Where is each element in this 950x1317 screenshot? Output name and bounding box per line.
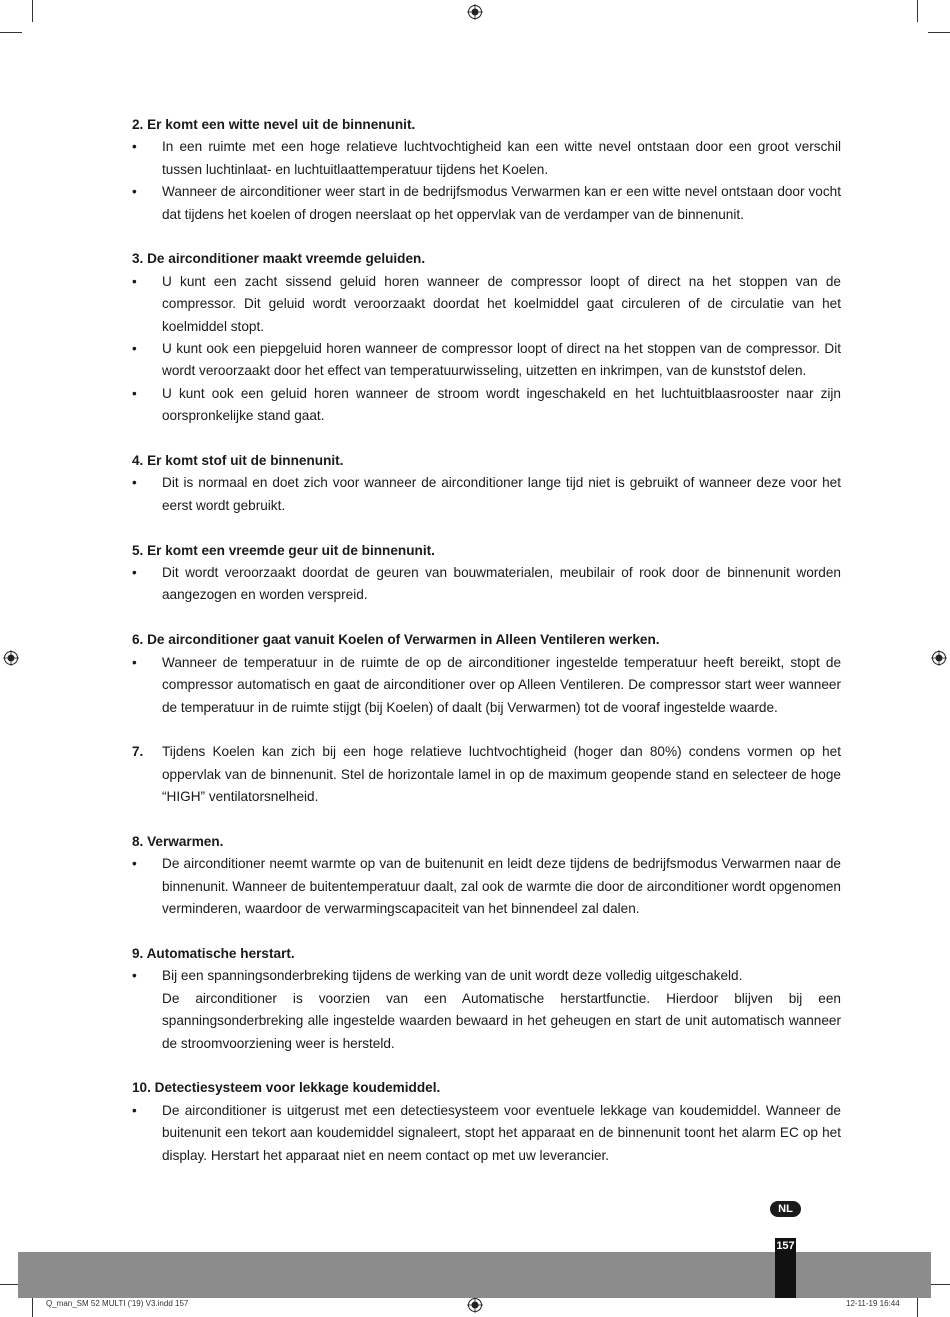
section-heading: 3. De airconditioner maakt vreemde geluiden. [132,251,426,267]
bullet: • [132,385,137,401]
list-item-text: Wanneer de temperatuur in de ruimte de op de airconditioner ingestelde temperatuur heeft bereikt, stopt de compressor automatisch en gaat de airconditioner over op Alleen Ventileren. De compressor start weer wanneer de temperatuur in de ruimte stijgt (bij Koelen) of daalt (bij Verwarmen) tot de vooraf ingestelde waarde. [162,654,841,715]
registration-mark-icon [467,4,483,20]
list-item [132,338,841,383]
bullet: • [132,475,137,491]
file-slug: Q_man_SM 52 MULTI ('19) V3.indd 157 [46,1299,189,1308]
section-9 [132,943,841,1055]
document-body [132,114,841,1189]
list-item [132,965,841,987]
crop-mark [928,1284,950,1285]
section-7 [132,741,841,808]
crop-mark [917,1296,918,1317]
crop-mark [0,32,22,33]
section-4 [132,450,841,517]
crop-mark [32,1296,33,1317]
bullet: • [132,139,137,155]
continuation-text: De airconditioner is voorzien van een Automatische herstartfunctie. Hierdoor blijven bij een spanningsonderbreking alle ingestelde waarden bewaard in het geheugen en start de unit automatisch wanneer de stroomvoorziening weer is hersteld. [162,990,841,1051]
section-10 [132,1077,841,1167]
section-number: 7. [132,744,144,760]
section-3 [132,248,841,427]
list-item [132,136,841,181]
list-item [132,383,841,428]
section-5 [132,540,841,607]
list-item-text: Dit wordt veroorzaakt doordat de geuren van bouwmaterialen, meubilair of rook door de binnenunit worden aangezogen en worden verspreid. [162,565,841,603]
list-item [132,271,841,338]
list-item [132,652,841,719]
list-item-text: U kunt ook een piepgeluid horen wanneer de compressor loopt of direct na het stoppen van de compressor. Dit wordt veroorzaakt door het effect van temperatuurwisseling, uitzetten en inkrimpen, van de kunststof delen. [162,341,841,379]
section-heading: 5. Er komt een vreemde geur uit de binnenunit. [132,542,435,558]
bullet: • [132,341,137,357]
list-item [132,562,841,607]
list-item-text: Bij een spanningsonderbreking tijdens de werking van de unit wordt deze volledig uitgeschakeld. [162,968,743,984]
list-item [132,181,841,226]
bullet: • [132,565,137,581]
list-item-text: De airconditioner neemt warmte op van de buitenunit en leidt deze tijdens de bedrijfsmodus Verwarmen naar de binnenunit. Wanneer de buitentemperatuur daalt, zal ook de warmte die door de airconditioner wordt opgenomen verminderen, waardoor de verwarmingscapaciteit van het binnendeel zal dalen. [162,856,841,917]
section-heading: 9. Automatische herstart. [132,945,295,961]
bullet: • [132,184,137,200]
crop-mark [917,0,918,22]
crop-mark [928,32,950,33]
language-badge: NL [770,1201,801,1217]
crop-mark [32,0,33,22]
page-number: 157 [776,1240,795,1252]
section-heading: 4. Er komt stof uit de binnenunit. [132,453,344,469]
registration-mark-icon [931,650,947,666]
paragraph-text: Tijdens Koelen kan zich bij een hoge relatieve luchtvochtigheid (hoger dan 80%) condens vormen op het oppervlak van de binnenunit. Stel de horizontale lamel in op de maximum geopende stand en selecteer de hoge “HIGH” ventilatorsnelheid. [162,744,841,805]
section-heading: 6. De airconditioner gaat vanuit Koelen of Verwarmen in Alleen Ventileren werken. [132,632,660,648]
list-item [132,1100,841,1167]
registration-mark-icon [467,1297,483,1313]
section-2 [132,114,841,226]
list-item [132,472,841,517]
section-8 [132,831,841,921]
bullet: • [132,968,137,984]
registration-mark-icon [3,650,19,666]
bullet: • [132,654,137,670]
bullet: • [132,856,137,872]
list-item-text: Dit is normaal en doet zich voor wanneer de airconditioner lange tijd niet is gebruikt of wanneer deze voor het eerst wordt gebruikt. [162,475,841,513]
section-6 [132,629,841,719]
list-item-text: De airconditioner is uitgerust met een detectiesysteem voor eventuele lekkage van koudemiddel. Wanneer de buitenunit een tekort aan koudemiddel signaleert, stopt het apparaat en de binnenunit toont het alarm EC op het display. Herstart het apparaat niet en neem contact op met uw leverancier. [162,1102,841,1163]
bullet: • [132,1102,137,1118]
list-item-text: Wanneer de airconditioner weer start in de bedrijfsmodus Verwarmen kan er een witte nevel ontstaan door vocht dat tijdens het koelen of drogen neerslaat op het oppervlak van de verdamper van de binnenunit. [162,184,841,222]
bullet: • [132,273,137,289]
section-heading: 2. Er komt een witte nevel uit de binnenunit. [132,117,416,132]
section-heading: 10. Detectiesysteem voor lekkage koudemiddel. [132,1080,441,1096]
print-date: 12-11-19 16:44 [846,1299,900,1308]
section-heading: 8. Verwarmen. [132,833,224,849]
list-item-text: U kunt ook een geluid horen wanneer de stroom wordt ingeschakeld en het luchtuitblaasrooster naar zijn oorspronkelijke stand gaat. [162,385,841,424]
list-item-text: U kunt een zacht sissend geluid horen wanneer de compressor loopt of direct na het stoppen van de compressor. Dit geluid wordt veroorzaakt doordat het koelmiddel gaat circuleren of de circulatie van het koelmiddel stopt. [162,273,841,334]
list-item [132,853,841,920]
list-item-text: In een ruimte met een hoge relatieve luchtvochtigheid kan een witte nevel ontstaan door een groot verschil tussen luchtinlaat- en luchtuitlaattemperatuur tijdens het Koelen. [162,139,841,177]
numbered-paragraph [132,741,841,808]
